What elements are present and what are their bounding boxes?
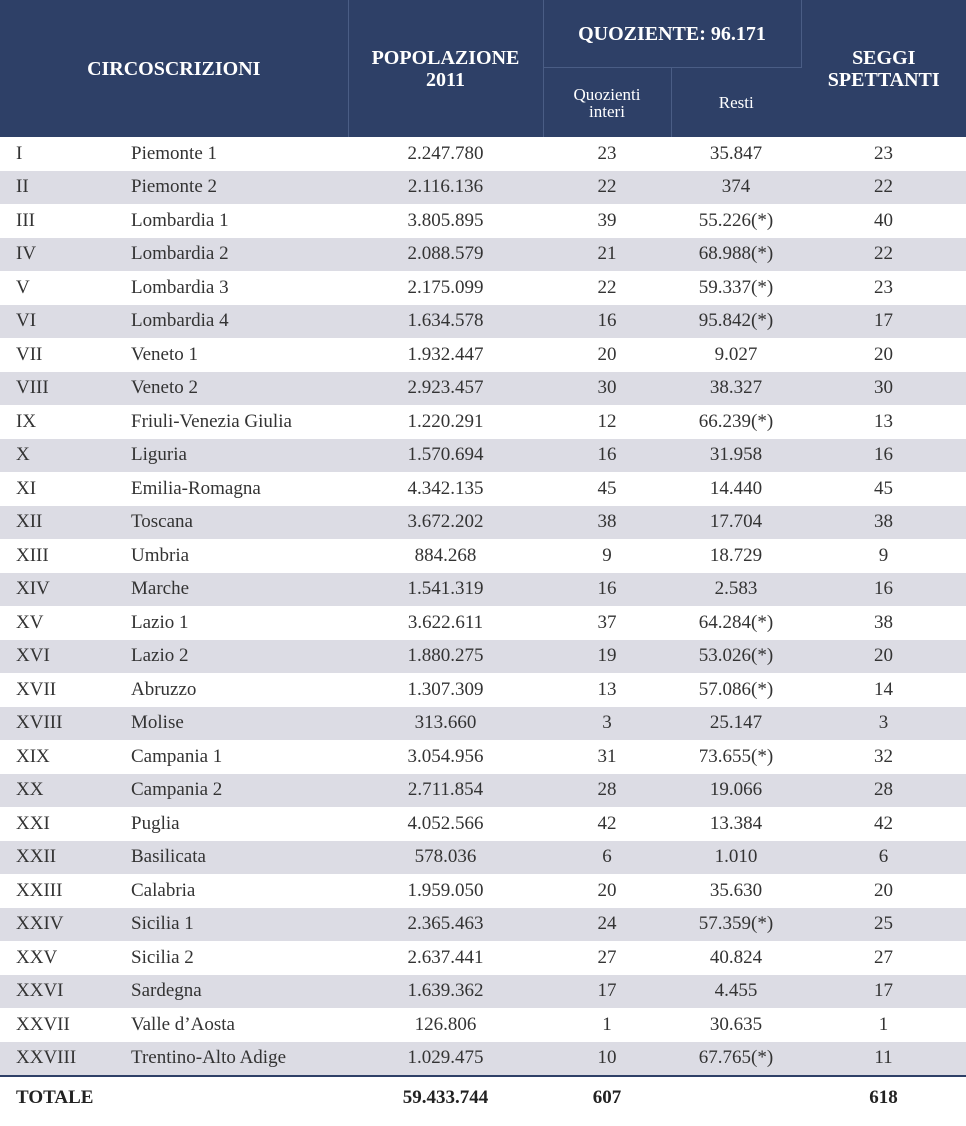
cell-popolazione: 1.932.447 (407, 343, 484, 365)
cell-circoscrizione-name: Liguria (115, 439, 348, 473)
cell-circoscrizione-number: VII (16, 343, 43, 365)
table-row (0, 908, 966, 942)
cell-resti: 18.729 (709, 544, 763, 566)
cell-seggi: 3 (801, 707, 966, 741)
table-row (0, 774, 966, 808)
cell-circoscrizione-number: XXVIII (0, 1042, 115, 1077)
cell-circoscrizione-number: XVI (0, 640, 115, 674)
cell-resti: 30.635 (709, 1013, 763, 1035)
cell-quozienti-interi: 30 (543, 372, 671, 406)
cell-popolazione: 1.634.578 (348, 305, 543, 339)
cell-quozienti-interi: 17 (543, 975, 671, 1009)
cell-resti: 57.359(*) (671, 908, 801, 942)
cell-quozienti-interi: 45 (597, 477, 617, 499)
cell-popolazione: 1.220.291 (407, 410, 484, 432)
cell-circoscrizione-name: Trentino-Alto Adige (115, 1042, 348, 1077)
cell-circoscrizione-name: Lombardia 1 (131, 209, 229, 231)
cell-circoscrizione-number: XI (16, 477, 37, 499)
totale-resti (671, 1076, 801, 1119)
cell-quozienti-interi: 3 (543, 707, 671, 741)
table-row (0, 372, 966, 406)
cell-circoscrizione-name: Valle d’Aosta (131, 1013, 235, 1035)
cell-popolazione: 4.052.566 (407, 812, 484, 834)
cell-circoscrizione-number: I (16, 142, 23, 164)
cell-circoscrizione-name: Lombardia 4 (115, 305, 348, 339)
header-resti: Resti (671, 68, 801, 138)
cell-popolazione: 1.541.319 (348, 573, 543, 607)
cell-circoscrizione-number: XXI (16, 812, 50, 834)
cell-seggi: 13 (874, 410, 893, 432)
cell-circoscrizione-number: IX (16, 410, 37, 432)
table-row (0, 539, 966, 573)
cell-popolazione: 3.622.611 (407, 611, 484, 633)
cell-quozienti-interi: 22 (597, 276, 617, 298)
cell-quozienti-interi: 16 (543, 439, 671, 473)
cell-popolazione: 1.029.475 (348, 1042, 543, 1077)
table-header (0, 0, 966, 137)
cell-popolazione: 2.247.780 (407, 142, 484, 164)
cell-quozienti-interi: 9 (602, 544, 612, 566)
cell-circoscrizione-number: II (0, 171, 115, 205)
cell-quozienti-interi: 31 (597, 745, 617, 767)
cell-circoscrizione-name: Sardegna (115, 975, 348, 1009)
cell-quozienti-interi: 12 (597, 410, 617, 432)
cell-quozienti-interi: 16 (543, 573, 671, 607)
cell-circoscrizione-number: VIII (0, 372, 115, 406)
cell-circoscrizione-name: Lombardia 2 (115, 238, 348, 272)
table-row (0, 238, 966, 272)
cell-seggi: 40 (874, 209, 893, 231)
cell-popolazione: 578.036 (348, 841, 543, 875)
cell-quozienti-interi: 6 (543, 841, 671, 875)
cell-resti: 1.010 (671, 841, 801, 875)
cell-popolazione: 313.660 (348, 707, 543, 741)
header-seggi-spettanti (801, 0, 966, 137)
cell-circoscrizione-number: XIII (16, 544, 49, 566)
cell-seggi: 6 (801, 841, 966, 875)
cell-circoscrizione-name: Puglia (131, 812, 180, 834)
table-row (0, 841, 966, 875)
cell-circoscrizione-number: XV (16, 611, 44, 633)
cell-seggi: 38 (874, 611, 893, 633)
cell-resti: 4.455 (671, 975, 801, 1009)
cell-circoscrizione-number: IV (0, 238, 115, 272)
table-row (0, 405, 966, 439)
cell-circoscrizione-number: XX (0, 774, 115, 808)
cell-popolazione: 4.342.135 (407, 477, 484, 499)
cell-circoscrizione-name: Calabria (131, 879, 196, 901)
header-seggi-line1: SEGGI (852, 46, 916, 69)
table-row (0, 305, 966, 339)
cell-circoscrizione-name: Piemonte 1 (131, 142, 218, 164)
cell-circoscrizione-number: XVIII (0, 707, 115, 741)
cell-quozienti-interi: 42 (597, 812, 617, 834)
header-quozienti-line2: interi (589, 101, 625, 121)
cell-circoscrizione-number: III (16, 209, 35, 231)
cell-popolazione: 2.365.463 (348, 908, 543, 942)
table-row (0, 941, 966, 975)
cell-circoscrizione-name: Abruzzo (131, 678, 197, 700)
cell-popolazione: 3.672.202 (348, 506, 543, 540)
cell-seggi: 1 (878, 1013, 889, 1035)
cell-quozienti-interi: 20 (597, 879, 617, 901)
cell-circoscrizione-number: XXII (0, 841, 115, 875)
table-row (0, 439, 966, 473)
cell-seggi: 11 (801, 1042, 966, 1077)
cell-resti: 57.086(*) (698, 678, 774, 700)
cell-quozienti-interi: 10 (543, 1042, 671, 1077)
table-row (0, 506, 966, 540)
cell-popolazione: 1.880.275 (348, 640, 543, 674)
cell-circoscrizione-name: Lazio 1 (131, 611, 189, 633)
header-seggi-line2: SPETTANTI (827, 68, 940, 91)
cell-circoscrizione-name: Campania 1 (131, 745, 223, 767)
cell-resti: 25.147 (671, 707, 801, 741)
header-popolazione (348, 0, 543, 137)
cell-resti: 95.842(*) (671, 305, 801, 339)
cell-resti: 9.027 (714, 343, 758, 365)
cell-resti: 55.226(*) (698, 209, 774, 231)
cell-seggi: 17 (801, 975, 966, 1009)
cell-seggi: 22 (801, 171, 966, 205)
cell-seggi: 20 (874, 343, 893, 365)
cell-popolazione: 3.054.956 (407, 745, 484, 767)
cell-popolazione: 2.637.441 (407, 946, 484, 968)
cell-resti: 14.440 (709, 477, 763, 499)
cell-circoscrizione-name: Friuli-Venezia Giulia (131, 410, 292, 432)
cell-popolazione: 1.959.050 (407, 879, 484, 901)
cell-circoscrizione-name: Toscana (115, 506, 348, 540)
cell-resti: 40.824 (709, 946, 763, 968)
cell-circoscrizione-number: XXIV (0, 908, 115, 942)
table-row (0, 1008, 966, 1042)
cell-resti: 13.384 (709, 812, 763, 834)
cell-circoscrizione-name: Sicilia 1 (115, 908, 348, 942)
cell-circoscrizione-name: Marche (115, 573, 348, 607)
cell-seggi: 28 (801, 774, 966, 808)
cell-quozienti-interi: 1 (602, 1013, 612, 1035)
cell-resti: 17.704 (671, 506, 801, 540)
cell-circoscrizione-name: Molise (115, 707, 348, 741)
totale-empty-cell (115, 1076, 348, 1119)
table-row (0, 338, 966, 372)
cell-circoscrizione-name: Sicilia 2 (131, 946, 194, 968)
cell-seggi: 25 (801, 908, 966, 942)
cell-seggi: 32 (874, 745, 893, 767)
cell-seggi: 20 (874, 879, 893, 901)
cell-circoscrizione-number: VI (0, 305, 115, 339)
header-popolazione-line1: POPOLAZIONE (371, 46, 520, 69)
totale-popolazione: 59.433.744 (348, 1076, 543, 1119)
cell-quozienti-interi: 23 (597, 142, 617, 164)
table-footer (0, 1076, 966, 1119)
table-row (0, 204, 966, 238)
cell-circoscrizione-number: V (16, 276, 30, 298)
totale-row (0, 1076, 966, 1119)
header-circoscrizioni: CIRCOSCRIZIONI (0, 0, 348, 137)
table-row (0, 874, 966, 908)
cell-circoscrizione-name: Veneto 2 (115, 372, 348, 406)
table-row (0, 975, 966, 1009)
cell-popolazione: 1.639.362 (348, 975, 543, 1009)
cell-popolazione: 2.116.136 (348, 171, 543, 205)
cell-seggi: 30 (801, 372, 966, 406)
cell-circoscrizione-name: Emilia-Romagna (131, 477, 261, 499)
cell-quozienti-interi: 28 (543, 774, 671, 808)
cell-circoscrizione-number: XII (0, 506, 115, 540)
cell-resti: 374 (671, 171, 801, 205)
cell-circoscrizione-name: Umbria (131, 544, 190, 566)
cell-resti: 35.847 (709, 142, 763, 164)
cell-seggi: 16 (801, 439, 966, 473)
totale-quozienti: 607 (543, 1076, 671, 1119)
cell-circoscrizione-name: Lazio 2 (115, 640, 348, 674)
cell-resti: 68.988(*) (671, 238, 801, 272)
cell-circoscrizione-number: XVII (16, 678, 57, 700)
cell-circoscrizione-number: X (0, 439, 115, 473)
cell-circoscrizione-number: XIX (16, 745, 50, 767)
header-quoziente: QUOZIENTE: 96.171 (543, 0, 801, 68)
cell-seggi: 23 (874, 276, 893, 298)
totale-seggi: 618 (801, 1076, 966, 1119)
cell-circoscrizione-name: Basilicata (115, 841, 348, 875)
cell-quozienti-interi: 38 (543, 506, 671, 540)
cell-circoscrizione-name: Piemonte 2 (115, 171, 348, 205)
header-quozienti-line1: Quozienti (573, 84, 641, 104)
cell-circoscrizione-name: Lombardia 3 (131, 276, 229, 298)
cell-seggi: 27 (874, 946, 893, 968)
cell-circoscrizione-number: XIV (0, 573, 115, 607)
cell-resti: 73.655(*) (698, 745, 774, 767)
cell-popolazione: 884.268 (414, 544, 477, 566)
cell-resti: 19.066 (671, 774, 801, 808)
cell-popolazione: 126.806 (414, 1013, 477, 1035)
cell-circoscrizione-number: XXVI (0, 975, 115, 1009)
cell-popolazione: 1.570.694 (348, 439, 543, 473)
table-row (0, 137, 966, 171)
cell-popolazione: 2.711.854 (348, 774, 543, 808)
table-row (0, 807, 966, 841)
cell-popolazione: 2.088.579 (348, 238, 543, 272)
cell-resti: 35.630 (709, 879, 763, 901)
cell-seggi: 20 (801, 640, 966, 674)
cell-seggi: 23 (874, 142, 893, 164)
table-row (0, 606, 966, 640)
cell-popolazione: 2.175.099 (407, 276, 484, 298)
cell-quozienti-interi: 24 (543, 908, 671, 942)
header-popolazione-line2: 2011 (426, 68, 465, 91)
cell-popolazione: 2.923.457 (348, 372, 543, 406)
table-row (0, 1042, 966, 1077)
cell-quozienti-interi: 22 (543, 171, 671, 205)
cell-resti: 38.327 (671, 372, 801, 406)
cell-quozienti-interi: 20 (597, 343, 617, 365)
cell-quozienti-interi: 16 (543, 305, 671, 339)
cell-seggi: 17 (801, 305, 966, 339)
table-row (0, 707, 966, 741)
cell-popolazione: 3.805.895 (407, 209, 484, 231)
cell-resti: 66.239(*) (698, 410, 774, 432)
totale-label: TOTALE (0, 1076, 115, 1119)
cell-quozienti-interi: 21 (543, 238, 671, 272)
table-row (0, 740, 966, 774)
cell-seggi: 16 (801, 573, 966, 607)
cell-seggi: 9 (878, 544, 889, 566)
table-row (0, 271, 966, 305)
cell-circoscrizione-name: Veneto 1 (131, 343, 199, 365)
cell-circoscrizione-number: XXIII (16, 879, 63, 901)
cell-popolazione: 1.307.309 (407, 678, 484, 700)
table-row (0, 573, 966, 607)
cell-resti: 67.765(*) (671, 1042, 801, 1077)
cell-resti: 2.583 (671, 573, 801, 607)
header-quozienti-interi (543, 68, 671, 138)
cell-resti: 53.026(*) (671, 640, 801, 674)
cell-resti: 59.337(*) (698, 276, 774, 298)
cell-seggi: 42 (874, 812, 893, 834)
table-row (0, 673, 966, 707)
cell-seggi: 38 (801, 506, 966, 540)
cell-circoscrizione-number: XXVII (16, 1013, 70, 1035)
cell-seggi: 45 (874, 477, 893, 499)
cell-quozienti-interi: 27 (597, 946, 617, 968)
cell-quozienti-interi: 39 (597, 209, 617, 231)
cell-quozienti-interi: 37 (597, 611, 617, 633)
cell-resti: 64.284(*) (698, 611, 774, 633)
cell-circoscrizione-number: XXV (16, 946, 58, 968)
cell-quozienti-interi: 19 (543, 640, 671, 674)
cell-quozienti-interi: 13 (597, 678, 617, 700)
table-row (0, 171, 966, 205)
cell-seggi: 22 (801, 238, 966, 272)
table-row (0, 640, 966, 674)
table-body (0, 137, 966, 1076)
cell-resti: 31.958 (671, 439, 801, 473)
cell-seggi: 14 (874, 678, 893, 700)
cell-circoscrizione-name: Campania 2 (115, 774, 348, 808)
table-row (0, 472, 966, 506)
